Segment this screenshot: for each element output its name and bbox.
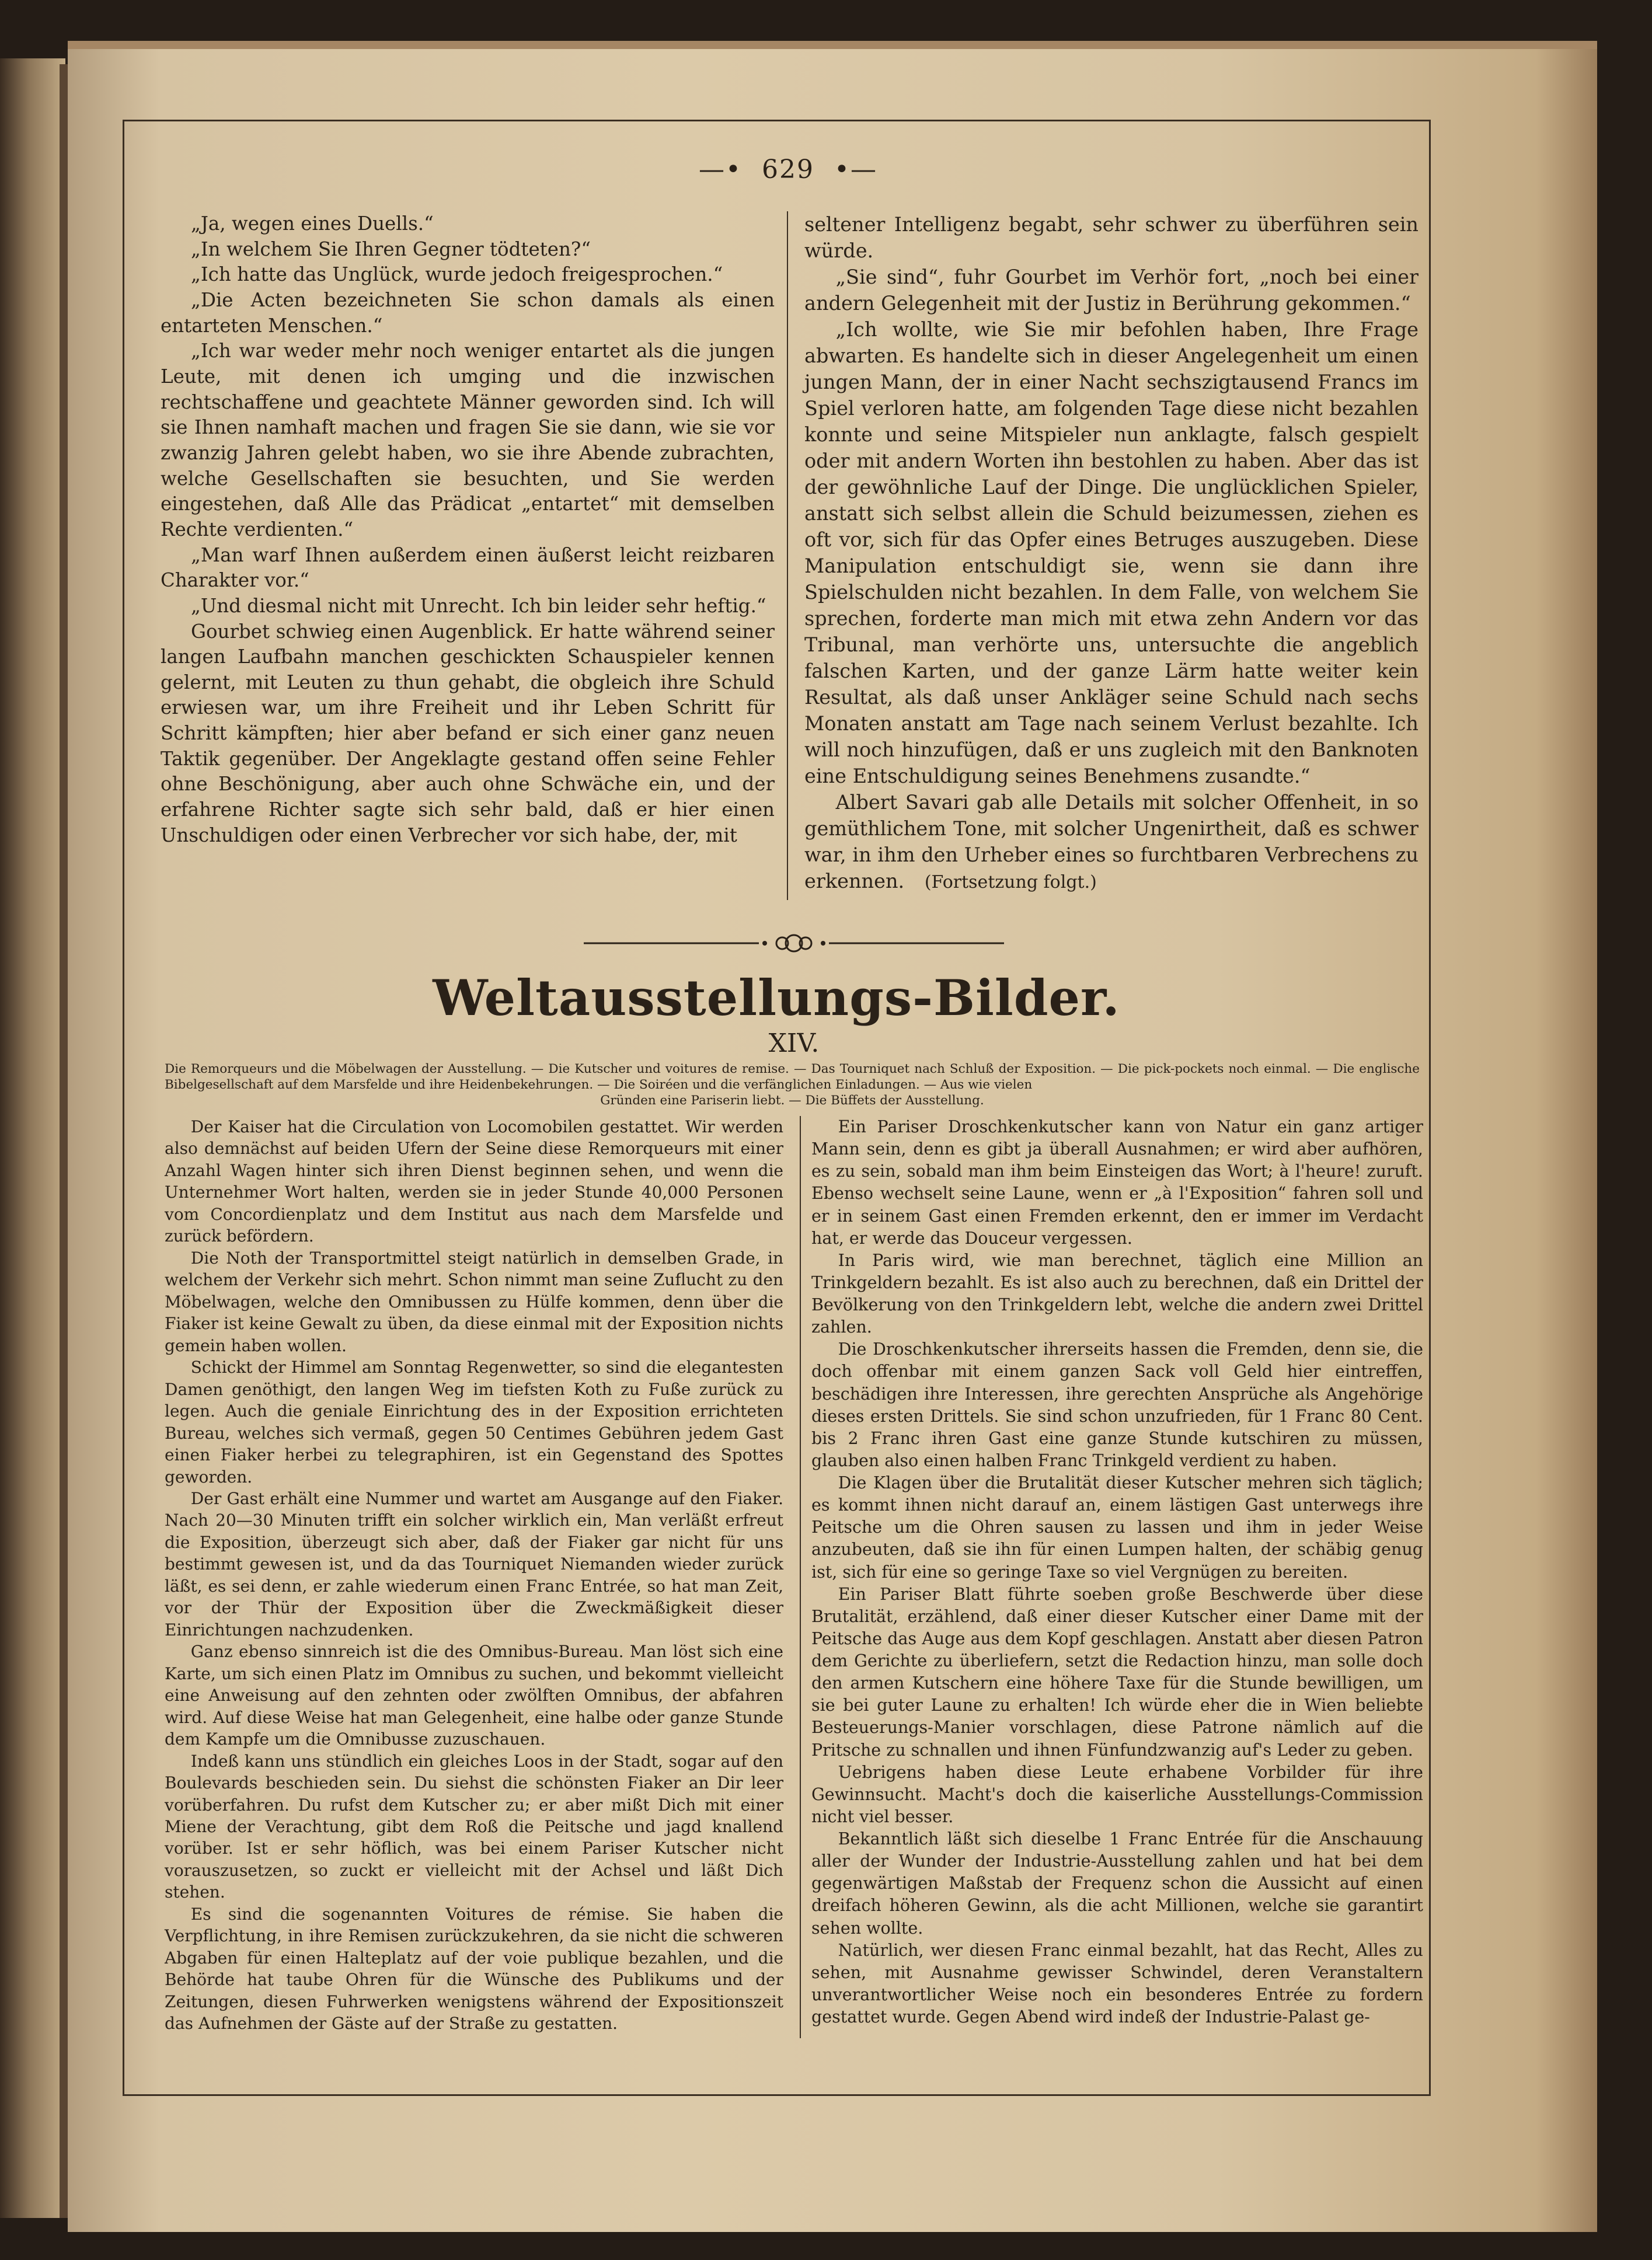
article-paragraph: Natürlich, wer diesen Franc einmal bezahlt, hat das Recht, Alles zu sehen, mit Ausnahme gewisser Schwindel, deren Veranstaltern unverantwortlicher Weise noch ein besonderes Entrée zu fordern gestattet wurde. Gegen Abend wird indeß der Industrie-Palast ge- <box>811 1940 1423 2027</box>
ornamental-divider <box>584 933 1004 954</box>
serial-paragraph: seltener Intelligenz begabt, sehr schwer zu überführen sein würde. <box>804 213 1419 262</box>
article-paragraph: Ein Pariser Blatt führte soeben große Beschwerde über diese Brutalität, erzählend, daß einer dieser Kutscher einer Dame mit der Peitsche das Auge aus dem Kopf geschlagen. Anstatt aber diesen Patron dem Gerichte zu überliefern, setzt die Redaction hinzu, man solle doch den armen Kutschern eine höhere Taxe für die Stunde bewilligen, um sie bei guter Laune zu erhalten! Ich würde eher die in Wien beliebte Besteuerungs-Manier vorschlagen, diese Patrone nämlich auf die Pritsche zu schnallen und ihnen Fünfundzwanzig auf's Leder zu geben. <box>811 1584 1423 1760</box>
serial-paragraph: „Ich hatte das Unglück, wurde jedoch freigesprochen.“ <box>191 263 723 286</box>
article-paragraph: Bekanntlich läßt sich dieselbe 1 Franc Entrée für die Anschauung aller der Wunder der Industrie-Ausstellung zahlen und hat bei dem gegenwärtigen Maßstab der Frequenz schon die Aussicht auf einen dreifach höheren Gewinn, als die acht Millionen, welche sie garantirt sehen wollte. <box>811 1829 1423 1938</box>
article-title: Weltausstellungs-Bilder. <box>433 969 1120 1027</box>
serial-paragraph: „Ich wollte, wie Sie mir befohlen haben, Ihre Frage abwarten. Es handelte sich in dieser Angelegenheit um einen jungen Mann, der in einer Nacht sechszigtausend Francs im Spiel verloren hatte, am folgenden Tage diese nicht bezahlen konnte und seine Mitspieler nun anklagte, falsch gespielt oder mit andern Worten ihn bestohlen zu haben. Aber das ist der gewöhnliche Lauf der Dinge. Die unglücklichen Spieler, anstatt sich selbst allein die Schuld beizumessen, ziehen es oft vor, sich für das Opfer eines Betruges auszugeben. Diese Manipulation entschuldigt sie, wenn sie dann ihre Spielschulden nicht bezahlen. In dem Falle, von welchem Sie sprechen, forderte man mich mit etwa zehn Andern vor das Tribunal, man verhörte uns, untersuchte die angeblich falschen Karten, und der ganze Lärm hatte weiter kein Resultat, als daß unser Ankläger seine Schuld nach sechs Monaten anstatt am Tage nach seinem Verlust bezahlte. Ich will noch hinzufügen, daß er uns zugleich mit den Banknoten eine Entschuldigung seines Benehmens zusandte.“ <box>804 318 1419 787</box>
facing-page-edge <box>0 58 65 2218</box>
article-paragraph: Ein Pariser Droschkenkutscher kann von Natur ein ganz artiger Mann sein, denn es gibt ja überall Ausnahmen; er wird aber aufhören, es zu sein, sobald man ihm beim Einsteigen das Wort; à l'heure! zuruft. Ebenso wechselt seine Laune, wenn er „à l'Exposition“ fahren soll und er in seinem Gast einen Fremden erkennt, den er immer im Verdacht hat, er werde das Douceur vergessen. <box>811 1117 1423 1248</box>
article-paragraph: Uebrigens haben diese Leute erhabene Vorbilder für ihre Gewinnsucht. Macht's doch die kaiserliche Ausstellungs-Commission nicht viel besser. <box>811 1762 1423 1826</box>
page-number: 629 <box>762 155 814 184</box>
article-paragraph: Die Noth der Transportmittel steigt natürlich in demselben Grade, in welchem der Verkehr sich mehrt. Schon nimmt man seine Zuflucht zu den Möbelwagen, welche den Omnibussen zu Hülfe kommen, denn über die Fiaker ist keine Gewalt zu üben, da diese einmal mit der Exposition nichts gemein haben wollen. <box>165 1248 783 1355</box>
serial-paragraph: „Ich war weder mehr noch weniger entartet als die jungen Leute, mit denen ich umging und die inzwischen rechtschaffene und geachtete Männer geworden sind. Ich will sie Ihnen namhaft machen und fragen Sie sie dann, wie sie vor zwanzig Jahren gelebt haben, wo sie ihre Abende zubrachten, welche Gesellschaften sie besuchten, und Sie werden eingestehen, daß Alle das Prädicat „entartet“ mit demselben Rechte verdienten.“ <box>161 340 775 540</box>
article-column-divider <box>800 1116 801 2038</box>
serial-paragraph: „Und diesmal nicht mit Unrecht. Ich bin leider sehr heftig.“ <box>191 594 766 617</box>
serial-right-column <box>804 211 1419 900</box>
serial-left-column <box>161 211 775 900</box>
article-paragraph: In Paris wird, wie man berechnet, täglich eine Million an Trinkgeldern bezahlt. Es ist also auch zu berechnen, daß ein Drittel der Bevölkerung von den Trinkgeldern lebt, welche die andern zwei Drittel zahlen. <box>811 1250 1423 1337</box>
serial-paragraph: „Die Acten bezeichneten Sie schon damals als einen entarteten Menschen.“ <box>161 288 775 337</box>
article-number: XIV. <box>768 1028 820 1058</box>
article-paragraph: Es sind die sogenannten Voitures de rémise. Sie haben die Verpflichtung, in ihre Remisen zurückzukehren, da sie nicht die schweren Abgaben für einen Halteplatz auf der voie publique bezahlen, und die Behörde hat taube Ohren für die Wünsche des Publikums und der Zeitungen, diesen Fuhrwerken wenigstens während der Expositionszeit das Aufnehmen der Gäste auf der Straße zu gestatten. <box>165 1904 783 2034</box>
serial-closing-text: Albert Savari gab alle Details mit solcher Offenheit, in so gemüthlichem Tone, mit solcher Ungenirtheit, daß es schwer war, in ihm den Urheber eines so furchtbaren Verbrechens zu erkennen. <box>804 791 1419 892</box>
page-number-ornament-right: •— <box>834 155 877 184</box>
article-summary-line: Die Remorqueurs und die Möbelwagen der Ausstellung. — Die Kutscher und voitures de remise. — Das Tourniquet nach Schluß der Exposition. — Die pick-pockets noch einmal. — Die englische Bibelgesellschaft auf dem Marsfelde und ihre Heidenbekehrungen. — Die Soiréen und die verfänglichen Einladungen. — Aus wie vielen <box>165 1062 1420 1092</box>
article-paragraph: Ganz ebenso sinnreich ist die des Omnibus-Bureau. Man löst sich eine Karte, um sich einen Platz im Omnibus zu suchen, und bekommt vielleicht eine Anweisung auf den zehnten oder zwölften Omnibus, der abfahren wird. Auf diese Weise hat man Gelegenheit, eine halbe oder ganze Stunde dem Kampfe um die Omnibusse zuzuschauen. <box>165 1642 783 1749</box>
article-paragraph: Schickt der Himmel am Sonntag Regenwetter, so sind die elegantesten Damen genöthigt, den langen Weg im tiefsten Koth zu Fuße zurück zu legen. Auch die geniale Einrichtung des in der Exposition errichteten Bureau, welches sich vermaß, gegen 50 Centimes Gebühren jedem Gast einen Fiaker herbei zu telegraphiren, ist ein Gegenstand des Spottes geworden. <box>165 1358 783 1487</box>
serial-column-divider <box>787 211 788 900</box>
serial-paragraph: „In welchem Sie Ihren Gegner tödteten?“ <box>191 238 591 260</box>
page-number-header <box>689 155 887 196</box>
article-paragraph: Die Klagen über die Brutalität dieser Kutscher mehren sich täglich; es kommt ihnen nicht darauf an, einem lästigen Gast unterwegs ihre Peitsche um die Ohren sausen zu lassen und ihm in jeder Weise anzubeuten, daß sie ihn für einen Lumpen halten, der schäbig genug ist, sich für eine so geringe Taxe so viel Vergnügen zu bereiten. <box>811 1473 1423 1582</box>
serial-paragraph: „Sie sind“, fuhr Gourbet im Verhör fort, „noch bei einer andern Gelegenheit mit der Justiz in Berührung gekommen.“ <box>804 266 1419 315</box>
article-paragraph: Indeß kann uns stündlich ein gleiches Loos in der Stadt, sogar auf den Boulevards beschieden sein. Du siehst die schönsten Fiaker an Dir leer vorüberfahren. Du rufst dem Kutscher zu; er aber mißt Dich mit einer Miene der Verachtung, gibt dem Roß die Peitsche und jagd knallend vorüber. Ist er sehr höflich, was bei einem Pariser Kutscher nicht vorauszusetzen, so zuckt er vielleicht mit der Achsel und läßt Dich stehen. <box>165 1751 783 1902</box>
article-right-column <box>811 1116 1423 2038</box>
book-gutter <box>60 64 68 2218</box>
serial-paragraph: „Ja, wegen eines Duells.“ <box>191 212 434 235</box>
article-left-column <box>165 1116 783 2038</box>
serial-paragraph <box>804 789 1419 895</box>
article-summary-line: Gründen eine Pariserin liebt. — Die Büffets der Ausstellung. <box>600 1093 984 1108</box>
serial-paragraph: Gourbet schwieg einen Augenblick. Er hatte während seiner langen Laufbahn manchen geschickten Schauspieler kennen gelernt, mit Leuten zu thun gehabt, die obgleich ihre Schuld erwiesen war, um ihre Freiheit und ihr Leben Schritt für Schritt kämpften; hier aber befand er sich einer ganz neuen Taktik gegenüber. Der Angeklagte gestand offen seine Fehler ohne Beschönigung, aber auch ohne Schwäche ein, und der erfahrene Richter sagte sich sehr bald, daß er hier einen Unschuldigen oder einen Verbrecher vor sich habe, der, mit <box>161 620 775 846</box>
page-number-ornament-left: —• <box>699 155 742 184</box>
article-paragraph: Die Droschkenkutscher ihrerseits hassen die Fremden, denn sie, die doch offenbar mit einem ganzen Sack voll Geld hier eintreffen, beschädigen ihre Interessen, ihre gerechten Ansprüche als Angehörige dieses ersten Drittels. Sie sind schon unzufrieden, für 1 Franc 80 Cent. bis 2 Franc ihren Gast eine ganze Stunde kutschiren zu müssen, glauben also einen halben Franc Trinkgeld verdient zu haben. <box>811 1340 1423 1470</box>
serial-paragraph: „Man warf Ihnen außerdem einen äußerst leicht reizbaren Charakter vor.“ <box>161 543 775 592</box>
article-paragraph: Der Kaiser hat die Circulation von Locomobilen gestattet. Wir werden also demnächst auf beiden Ufern der Seine diese Remorqueurs mit einer Anzahl Wagen hinter sich ihren Dienst beginnen sehen, und wenn die Unternehmer Wort halten, werden sie in jeder Stunde 40,000 Personen vom Concordienplatz und dem Institut aus nach dem Marsfelde und zurück befördern. <box>165 1117 783 1246</box>
continued-note: (Fortsetzung folgt.) <box>924 872 1097 892</box>
article-paragraph: Der Gast erhält eine Nummer und wartet am Ausgange auf den Fiaker. Nach 20—30 Minuten trifft ein solcher wirklich ein, Man verläßt erfreut die Exposition, überzeugt sich aber, daß der Fiaker gar nicht für uns bestimmt gewesen ist, und da das Tourniquet Niemanden wieder zurück läßt, es sei denn, er zahle wiederum einen Franc Entrée, so hat man Zeit, vor der Thür der Exposition über die Zweckmäßigkeit dieser Einrichtungen nachzudenken. <box>165 1488 783 1640</box>
